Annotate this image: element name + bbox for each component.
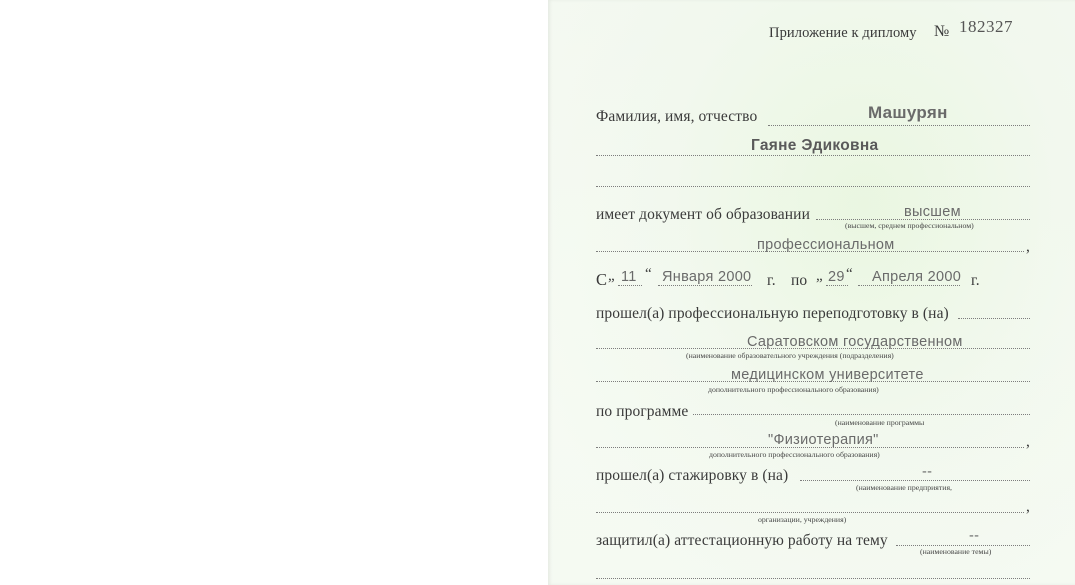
given-names-value: Гаяне Эдиковна bbox=[751, 137, 879, 154]
period-close-quote-2: “ bbox=[846, 266, 853, 282]
program-line bbox=[693, 414, 1030, 415]
period-close-quote-1: “ bbox=[645, 266, 652, 282]
period-to-month-year: Апреля 2000 bbox=[872, 269, 962, 285]
period-to-day: 29 bbox=[828, 269, 845, 285]
education-label: имеет документ об образовании bbox=[596, 206, 810, 223]
thesis-label: защитил(а) аттестационную работу на тему bbox=[596, 532, 888, 549]
thesis-hint: (наименование темы) bbox=[920, 547, 992, 556]
thesis-line bbox=[896, 545, 1030, 546]
period-year-abbr-1: г. bbox=[767, 272, 776, 289]
period-from-prefix: С bbox=[596, 270, 608, 289]
institution-hint2: дополнительного профессионального образования) bbox=[708, 385, 879, 394]
internship-value: -- bbox=[922, 464, 933, 480]
full-name-label: Фамилия, имя, отчество bbox=[596, 108, 758, 125]
internship-comma: , bbox=[1026, 498, 1030, 515]
program-name-value: "Физиотерапия" bbox=[768, 432, 879, 448]
retraining-line bbox=[958, 318, 1030, 319]
program-hint2: дополнительного профессионального образования) bbox=[709, 450, 880, 459]
appendix-title: Приложение к диплому bbox=[769, 25, 917, 41]
internship-line bbox=[800, 480, 1030, 481]
period-open-quote-1: „ bbox=[608, 268, 615, 284]
education-level-cont: профессиональном bbox=[757, 237, 895, 253]
surname-value: Машурян bbox=[868, 103, 948, 122]
internship-label: прошел(а) стажировку в (на) bbox=[596, 467, 789, 484]
number-sign: № bbox=[934, 23, 950, 40]
period-open-quote-2: „ bbox=[816, 268, 823, 284]
retraining-label: прошел(а) профессиональную переподготовку в (на) bbox=[596, 305, 949, 322]
period-to-prefix: по bbox=[791, 272, 808, 289]
institution-hint1: (наименование образовательного учреждения (подразделения) bbox=[686, 351, 894, 360]
institution-line1-value: Саратовском государственном bbox=[747, 334, 963, 350]
education-level-hint: (высшем, среднем профессиональном) bbox=[845, 221, 974, 230]
to-month-line bbox=[858, 285, 960, 286]
diploma-number: 182327 bbox=[959, 17, 1013, 36]
program-label: по программе bbox=[596, 403, 689, 420]
given-names-line bbox=[596, 155, 1030, 156]
diploma-appendix-page bbox=[548, 0, 1075, 585]
period-from-day: 11 bbox=[621, 269, 637, 285]
program-hint1: (наименование программы bbox=[835, 418, 925, 427]
name-extra-line bbox=[596, 186, 1030, 187]
education-level-value: высшем bbox=[904, 204, 961, 220]
internship-hint1: (наименование предприятия, bbox=[856, 483, 953, 492]
period-from-month-year: Января 2000 bbox=[662, 269, 752, 285]
internship-hint2: организации, учреждения) bbox=[758, 515, 847, 524]
institution-line2-value: медицинском университете bbox=[731, 367, 924, 383]
program-comma: , bbox=[1026, 433, 1030, 450]
internship-line-2 bbox=[596, 512, 1024, 513]
period-year-abbr-2: г. bbox=[971, 272, 980, 289]
thesis-line-2 bbox=[596, 578, 1030, 579]
from-month-line bbox=[658, 285, 752, 286]
from-day-line bbox=[618, 285, 642, 286]
education-comma: , bbox=[1026, 238, 1030, 255]
surname-line bbox=[768, 125, 1030, 126]
thesis-value: -- bbox=[969, 528, 980, 544]
to-day-line bbox=[826, 285, 848, 286]
